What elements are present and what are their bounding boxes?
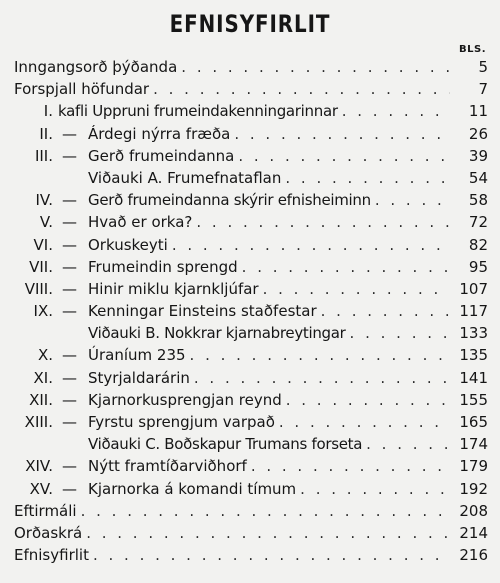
toc-entry[interactable] <box>0 189 500 211</box>
chapter-dash: — <box>62 479 77 498</box>
toc-entry[interactable] <box>0 367 500 389</box>
leader-dots <box>375 189 450 211</box>
toc-entry[interactable] <box>0 522 500 544</box>
entry-title: Nýtt framtíðarviðhorf <box>88 457 247 476</box>
chapter-dash: — <box>62 235 77 254</box>
leader-dots <box>251 455 450 477</box>
entry-title: Orðaskrá <box>14 523 83 542</box>
page-number: 5 <box>478 58 488 76</box>
leader-dots <box>238 145 450 167</box>
leader-dots <box>242 256 450 278</box>
page-number: 82 <box>468 235 488 254</box>
toc-entry[interactable] <box>0 322 500 344</box>
entry-title: Úraníum 235 <box>88 346 186 365</box>
toc-entry[interactable] <box>0 100 500 122</box>
chapter-dash: — <box>62 390 77 409</box>
chapter-number: VII. <box>29 257 53 276</box>
page-number: 141 <box>459 368 488 387</box>
page-number: 7 <box>478 80 488 99</box>
page-number: 39 <box>468 146 488 165</box>
chapter-number: II. <box>39 124 53 143</box>
toc-entry[interactable] <box>0 56 500 78</box>
entry-title: Eftirmáli <box>14 501 77 520</box>
chapter-dash: — <box>62 191 77 210</box>
chapter-number: XIII. <box>24 413 53 431</box>
toc-entry[interactable] <box>0 544 500 566</box>
chapter-dash: — <box>62 457 77 476</box>
chapter-number: X. <box>37 346 53 365</box>
page-number: 11 <box>468 102 488 121</box>
chapter-number: V. <box>39 213 53 232</box>
chapter-dash: — <box>62 413 77 431</box>
toc-entry[interactable] <box>0 278 500 300</box>
page-number: 208 <box>459 501 488 520</box>
toc-entry[interactable] <box>0 211 500 233</box>
entry-title: kafli Uppruni frumeindakenningarinnar <box>58 102 338 121</box>
chapter-dash: — <box>62 279 77 298</box>
page-number: 214 <box>459 523 488 542</box>
entry-title: Kjarnorkusprengjan reynd <box>88 390 282 409</box>
leader-dots <box>190 344 450 366</box>
page-number: 192 <box>459 479 488 498</box>
chapter-number: I. <box>43 102 53 121</box>
leader-dots <box>263 278 450 300</box>
chapter-number: IX. <box>33 302 53 321</box>
page-number: 179 <box>459 457 488 476</box>
entry-title: Efnisyfirlit <box>14 546 89 565</box>
chapter-number: IV. <box>35 191 53 210</box>
entry-title: Inngangsorð þýðanda <box>14 58 178 76</box>
entry-title: Styrjaldarárin <box>88 368 190 387</box>
page-number: 133 <box>459 324 488 343</box>
page-number: 54 <box>468 168 488 187</box>
toc-entry[interactable] <box>0 234 500 256</box>
leader-dots <box>279 411 450 433</box>
entry-title: Kjarnorka á komandi tímum <box>88 479 297 498</box>
entry-title: Fyrstu sprengjum varpað <box>88 413 275 431</box>
chapter-number: XII. <box>29 390 53 409</box>
leader-dots <box>172 234 450 256</box>
page-title: EFNISYFIRLIT <box>169 10 331 38</box>
pages-column-header: BLS. <box>459 44 486 55</box>
entry-title: Hvað er orka? <box>88 213 193 232</box>
toc-list <box>0 56 500 566</box>
entry-title: Frumeindin sprengd <box>88 257 238 276</box>
toc-entry[interactable] <box>0 455 500 477</box>
chapter-dash: — <box>62 346 77 365</box>
chapter-number: XI. <box>33 368 53 387</box>
leader-dots <box>300 478 450 500</box>
page-number: 107 <box>459 279 488 298</box>
chapter-number: VIII. <box>24 279 53 298</box>
leader-dots <box>194 367 450 389</box>
toc-entry[interactable] <box>0 167 500 189</box>
leader-dots <box>342 100 450 122</box>
page-number: 165 <box>459 413 488 431</box>
toc-entry[interactable] <box>0 300 500 322</box>
chapter-dash: — <box>62 257 77 276</box>
page-number: 174 <box>459 435 488 454</box>
toc-entry[interactable] <box>0 433 500 455</box>
chapter-number: III. <box>34 146 53 165</box>
chapter-dash: — <box>62 146 77 165</box>
page-number: 58 <box>468 191 488 210</box>
toc-entry[interactable] <box>0 123 500 145</box>
leader-dots <box>350 322 450 344</box>
entry-title: Árdegi nýrra fræða <box>88 124 231 143</box>
leader-dots <box>181 56 450 78</box>
toc-entry[interactable] <box>0 256 500 278</box>
chapter-number: XIV. <box>25 457 53 476</box>
entry-title: Gerð frumeindanna skýrir efnisheiminn <box>88 191 371 210</box>
leader-dots <box>285 167 450 189</box>
entry-title: Viðauki C. Boðskapur Trumans forseta <box>88 435 363 454</box>
leader-dots <box>153 78 450 100</box>
entry-title: Gerð frumeindanna <box>88 146 235 165</box>
entry-title: Forspjall höfundar <box>14 80 150 99</box>
leader-dots <box>93 544 450 566</box>
toc-entry[interactable] <box>0 500 500 522</box>
chapter-dash: — <box>62 124 77 143</box>
entry-title: Viðauki A. Frumefnataflan <box>88 168 282 187</box>
toc-entry[interactable] <box>0 78 500 100</box>
leader-dots <box>86 522 450 544</box>
page-number: 135 <box>459 346 488 365</box>
leader-dots <box>321 300 450 322</box>
chapter-number: VI. <box>33 235 53 254</box>
leader-dots <box>234 123 450 145</box>
page-number: 72 <box>468 213 488 232</box>
toc-entry[interactable] <box>0 411 500 433</box>
page-number: 117 <box>459 302 488 321</box>
chapter-dash: — <box>62 213 77 232</box>
page-number: 155 <box>459 390 488 409</box>
page-number: 95 <box>468 257 488 276</box>
entry-title: Orkuskeyti <box>88 235 168 254</box>
leader-dots <box>366 433 450 455</box>
chapter-dash: — <box>62 302 77 321</box>
toc-entry[interactable] <box>0 478 500 500</box>
chapter-number: XV. <box>29 479 53 498</box>
toc-entry[interactable] <box>0 389 500 411</box>
leader-dots <box>81 500 450 522</box>
entry-title: Kenningar Einsteins staðfestar <box>88 302 317 321</box>
page-number: 216 <box>459 546 488 565</box>
page-number: 26 <box>468 124 488 143</box>
entry-title: Viðauki B. Nokkrar kjarnabreytingar <box>88 324 346 343</box>
toc-entry[interactable] <box>0 344 500 366</box>
leader-dots <box>196 211 450 233</box>
leader-dots <box>286 389 450 411</box>
toc-entry[interactable] <box>0 145 500 167</box>
chapter-dash: — <box>62 368 77 387</box>
entry-title: Hinir miklu kjarnkljúfar <box>88 279 259 298</box>
